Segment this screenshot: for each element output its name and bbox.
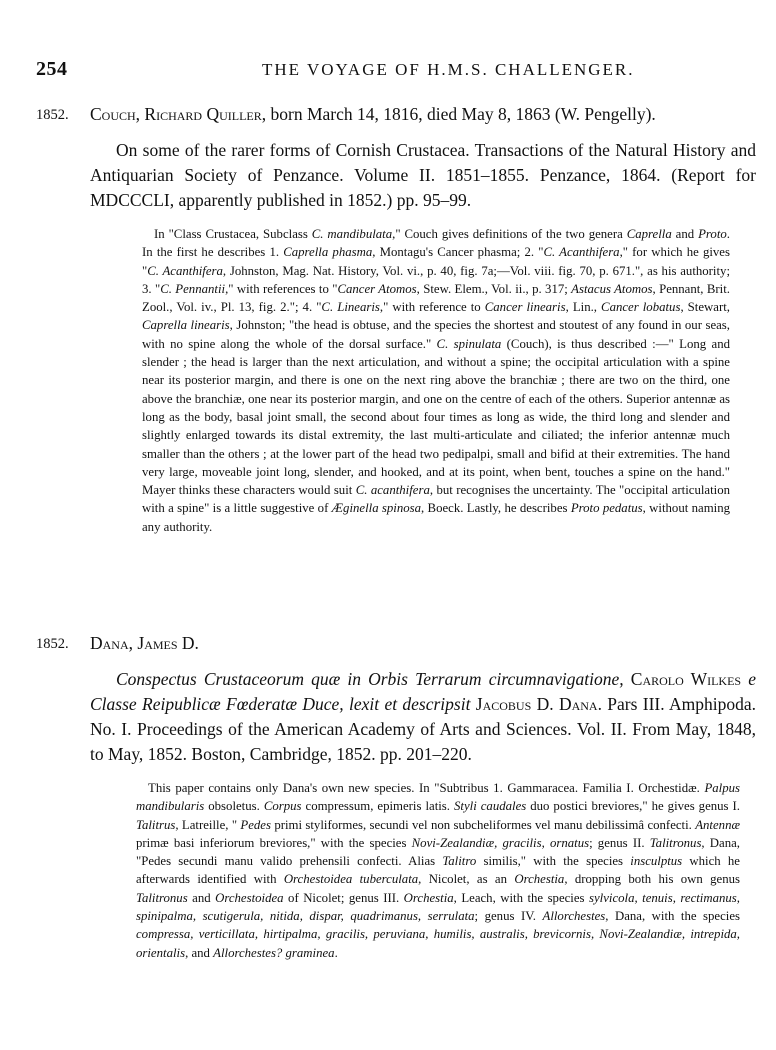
italic-text: Orchestia bbox=[514, 872, 565, 887]
text-run: ," with reference to bbox=[379, 300, 485, 315]
text-run: , Johnston, Mag. Nat. History, Vol. vi., p. 40, fig. 7a;—Vol. viii. fig. 70, p. 671.", as his authority; 3. " bbox=[142, 263, 731, 296]
text-run: , Montagu's Cancer phasma; 2. " bbox=[372, 245, 544, 260]
text-run: This paper contains only Dana's own new species. In "Subtribus 1. Gammaracea. Familia I. Orchestidæ. bbox=[148, 781, 705, 795]
text-run: which he afterwards identified with bbox=[136, 854, 740, 887]
italic-text: Conspectus Crustaceorum quæ in Orbis Terrarum circumnavigatione, bbox=[116, 669, 631, 689]
italic-text: C. mandibulata bbox=[311, 227, 393, 241]
text-run: . Pars III. Amphipoda. No. I. Proceedings of the American Academy of Arts and Sciences. Vol. II. From May, 1848, to May, 1852. Boston, Cambridge, 1852. pp. 201–220. bbox=[90, 694, 756, 764]
italic-text: Orchestoidea tuberculata bbox=[283, 872, 419, 887]
italic-text: C. Acanthifera bbox=[543, 245, 620, 260]
text-run: ; genus IV. bbox=[474, 909, 543, 924]
entry-author bbox=[90, 633, 199, 654]
entry-year: 1852. bbox=[36, 107, 69, 123]
author-name: Dana, James D. bbox=[90, 633, 199, 653]
text-run: , Pennant, Brit. Zool., Vol. iv., Pl. 13, fig. 2."; 4. " bbox=[142, 281, 730, 315]
text-run: duo postici breviores," he gives genus I. bbox=[526, 799, 740, 814]
text-run: and bbox=[187, 890, 216, 905]
entry-headline bbox=[36, 633, 756, 659]
italic-text: Astacus Atomos bbox=[571, 281, 653, 296]
text-run: , Leach, with the species bbox=[453, 890, 589, 905]
text-run: , Stew. Elem., Vol. ii., p. 317; bbox=[416, 281, 572, 296]
italic-text: Orchestia bbox=[403, 890, 454, 905]
text-run: primi styliformes, secundi vel non subcheliformes vel manu debilissimâ confecti. bbox=[270, 817, 696, 832]
page-number: 254 bbox=[36, 58, 68, 80]
text-run: , Lin., bbox=[565, 300, 602, 315]
italic-text: Talitro bbox=[442, 854, 477, 869]
text-run: obsoletus. bbox=[204, 799, 264, 814]
text-run: ," for which he gives " bbox=[142, 245, 730, 278]
italic-text: C. Acanthifera bbox=[147, 263, 223, 278]
text-run: and bbox=[671, 227, 699, 241]
text-run: , Stewart, bbox=[680, 300, 730, 315]
text-run: , Dana, "Pedes secundi manu valido prehensili confecti. Alias bbox=[136, 835, 740, 869]
text-run: D. bbox=[531, 694, 559, 714]
italic-text: Orchestoidea bbox=[215, 890, 284, 905]
entry-year: 1852. bbox=[36, 636, 69, 652]
author-details: , born March 14, 1816, died May 8, 1863 (W. Pengelly). bbox=[261, 104, 656, 124]
text-run: ," with references to " bbox=[225, 281, 338, 296]
italic-text: Cancer linearis bbox=[484, 300, 566, 315]
bibliography-entry-couch bbox=[36, 104, 756, 536]
entry-author bbox=[90, 104, 656, 125]
italic-text: C. acanthifera bbox=[355, 483, 430, 498]
text-run: ; genus II. bbox=[589, 835, 650, 850]
italic-text: Æginella spinosa bbox=[331, 501, 422, 516]
text-run: . bbox=[334, 945, 338, 960]
italic-text: Novi-Zealandiæ, gracilis, ornatus bbox=[411, 835, 590, 850]
text-run: , without naming any authority. bbox=[142, 501, 731, 534]
text-run: , Nicolet, as an bbox=[418, 872, 515, 887]
italic-text: C. Linearis bbox=[321, 300, 380, 315]
page-header bbox=[36, 58, 752, 82]
italic-text: Corpus bbox=[263, 799, 302, 814]
italic-text: Proto bbox=[698, 227, 727, 241]
text-run: . In the first he describes 1. bbox=[142, 227, 730, 260]
italic-text: Antennæ bbox=[695, 817, 741, 832]
text-run: In "Class Crustacea, Subclass bbox=[154, 227, 312, 241]
smallcaps-text: Jacobus bbox=[475, 694, 532, 714]
italic-text: Proto pedatus bbox=[570, 501, 643, 516]
italic-text: Caprella phasma bbox=[283, 245, 373, 260]
entry-citation: On some of the rarer forms of Cornish Crustacea. Transactions of the Natural History and Antiquarian Society of Penzance. Volume II. 1851–1855. Penzance, 1864. (Report for MDCCCLI, apparently published in 1852.) pp. 95–99. bbox=[90, 140, 756, 210]
italic-text: Talitronus bbox=[649, 835, 702, 850]
text-run: ," Couch gives definitions of the two genera bbox=[392, 227, 627, 241]
text-run: , but recognises the uncertainty. The "occipital articulation with a spine" is a little suggestive of bbox=[142, 483, 730, 516]
italic-text: Allorchestes? graminea bbox=[213, 945, 335, 960]
italic-text: C. spinulata bbox=[436, 336, 502, 351]
italic-text: Caprella linearis bbox=[142, 318, 230, 333]
text-run: (Couch), is thus described :—" Long and slender ; the head is larger than the next articulation, and without a spine; the occipital articulation with a spine near its posterior margin, and there is one on the next ring above the branchiæ ; there are two on the third, one above the branchiæ, one near its posterior margin, and one on the centre of each of the others. Superior antennæ as long as the body, basal joint small, the second about four times as long as wide, the third long and slender and slightly enlarged towards its distal extremity, the last multi-articulate and ciliated; the inferior antennæ much smaller than the others ; at the lower part of the head two pedipalpi, small and bifid at their extremities. The hand very large, moveable joint long, slender, and hooked, and at its point, when bent, touches a spine on the hand." Mayer thinks these characters would suit bbox=[142, 336, 730, 498]
italic-text: Talitronus bbox=[136, 890, 188, 905]
italic-text: Pedes bbox=[240, 817, 271, 832]
smallcaps-text: Dana bbox=[558, 694, 598, 714]
text-run: , and bbox=[185, 945, 214, 960]
text-run: , Latreille, " bbox=[175, 817, 241, 832]
entry-abstract bbox=[136, 779, 740, 962]
smallcaps-text: Carolo Wilkes bbox=[630, 669, 742, 689]
italic-text: compressa, verticillata, hirtipalma, gracilis, peruviana, humilis, australis, brevicornis, Novi-Zealandiæ, intrepida, orientalis bbox=[136, 927, 740, 960]
italic-text: Allorchestes bbox=[542, 909, 606, 924]
entry-citation bbox=[90, 667, 756, 767]
text-run: , Boeck. Lastly, he describes bbox=[421, 501, 571, 516]
bibliography-entry-dana bbox=[36, 633, 756, 962]
entry-abstract bbox=[142, 225, 730, 536]
italic-text: e Classe Reipublicæ Fœderatæ Duce, lexit et descripsit bbox=[90, 669, 756, 714]
italic-text: insculptus bbox=[630, 854, 683, 869]
italic-text: C. Pennantii bbox=[160, 281, 226, 296]
italic-text: Cancer Atomos bbox=[337, 281, 417, 296]
italic-text: sylvicola, tenuis, rectimanus, spinipalma, scutigerula, nitida, dispar, quadrimanus, serrulata bbox=[136, 890, 740, 924]
italic-text: Palpus mandibularis bbox=[136, 781, 740, 814]
italic-text: Caprella bbox=[626, 227, 672, 241]
italic-text: Talitrus bbox=[136, 817, 176, 832]
italic-text: Styli caudales bbox=[454, 799, 527, 814]
entry-headline bbox=[36, 104, 756, 130]
running-title: THE VOYAGE OF H.M.S. CHALLENGER. bbox=[262, 60, 635, 79]
text-run: , Johnston; "the head is obtuse, and the species the shortest and stoutest of any found in our seas, with no spine along the whole of the dorsal surface." bbox=[142, 318, 730, 351]
italic-text: Cancer lobatus bbox=[601, 300, 681, 315]
text-run: compressum, epimeris latis. bbox=[301, 799, 454, 814]
author-name: Couch, Richard Quiller bbox=[90, 104, 262, 124]
text-run: similis," with the species bbox=[476, 854, 631, 869]
text-run: primæ basi inferiorum breviores," with the species bbox=[136, 835, 412, 850]
text-run: , dropping both his own genus bbox=[564, 872, 741, 887]
text-run: , Dana, with the species bbox=[605, 909, 741, 924]
text-run: of Nicolet; genus III. bbox=[283, 890, 404, 905]
